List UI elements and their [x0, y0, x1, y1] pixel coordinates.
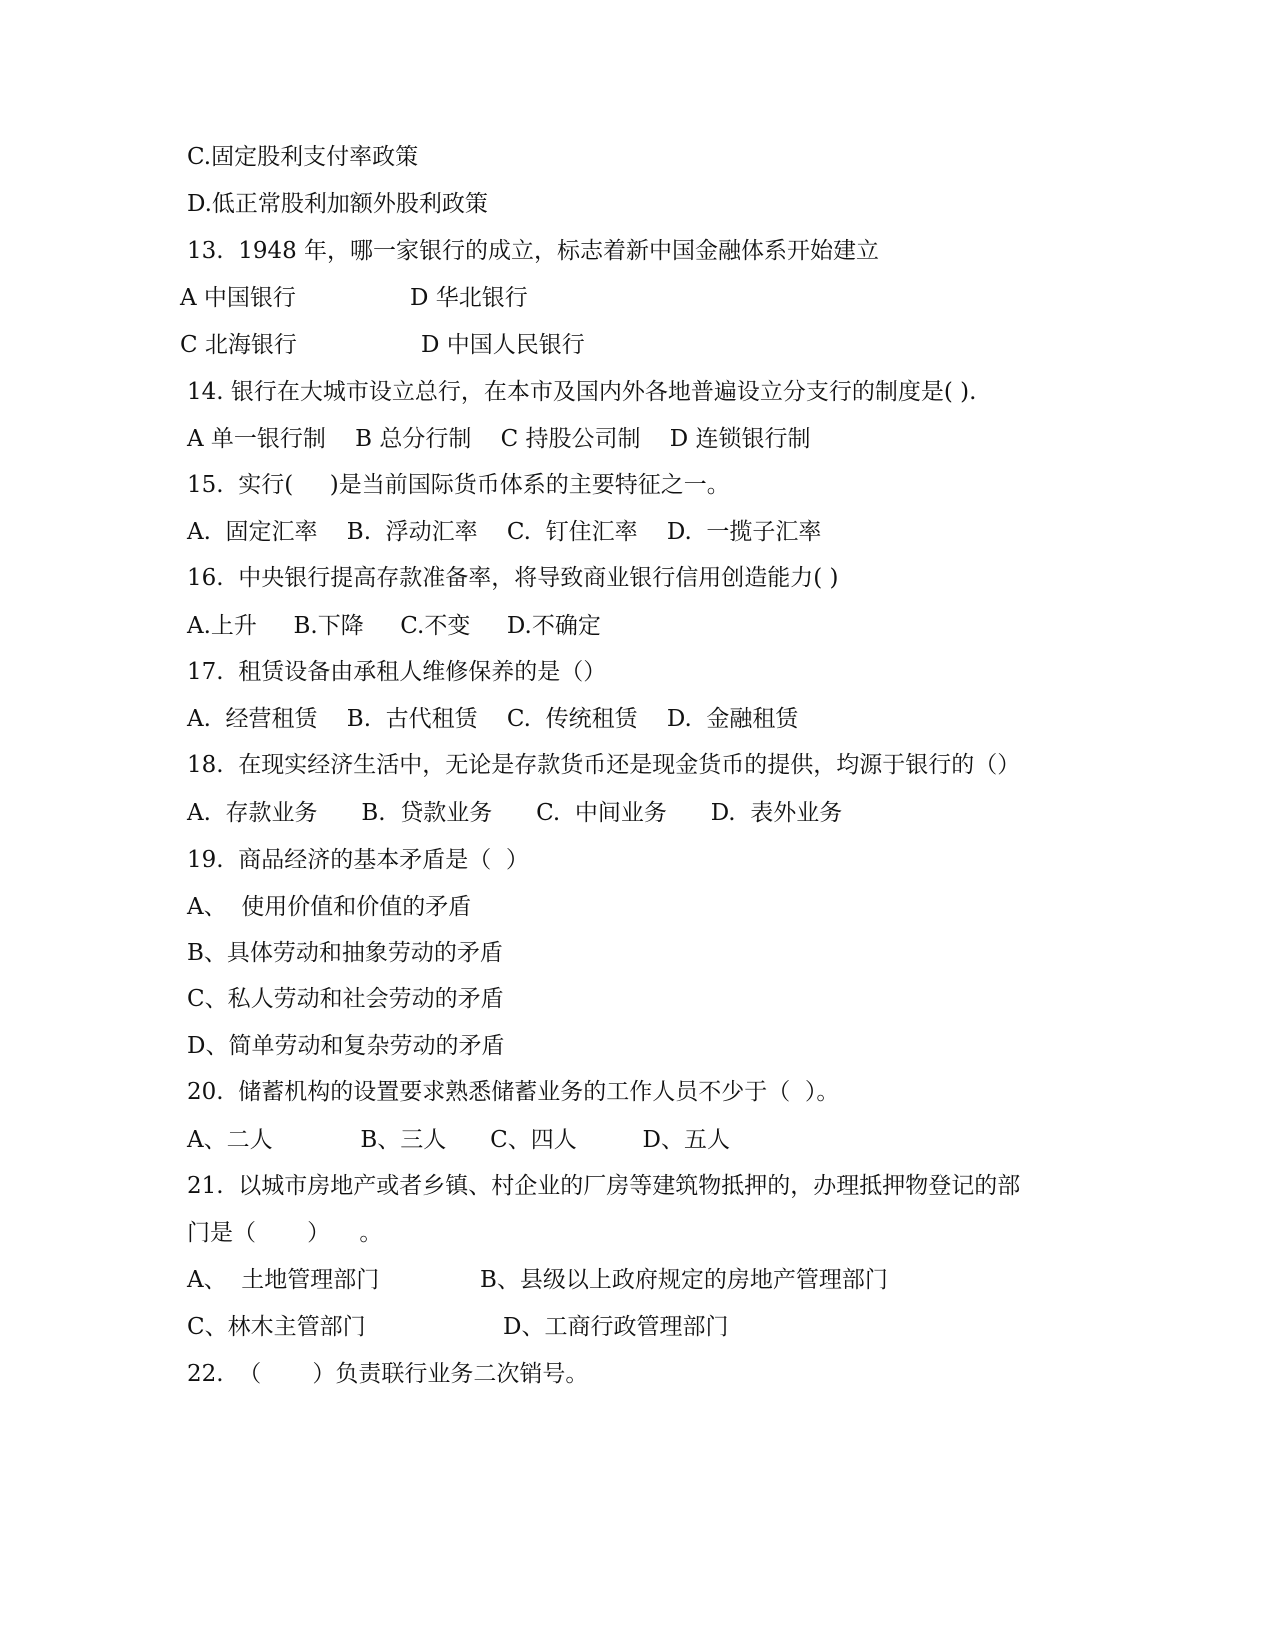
q13-option-c: C 北海银行 — [180, 332, 297, 358]
question-13: 13. 1948 年，哪一家银行的成立，标志着新中国金融体系开始建立 — [187, 238, 880, 264]
question-15: 15. 实行( )是当前国际货币体系的主要特征之一。 — [187, 472, 730, 498]
q21-option-a: A、 土地管理部门 — [187, 1267, 380, 1293]
q13-option-d1: D 华北银行 — [410, 285, 528, 311]
question-14: 14. 银行在大城市设立总行，在本市及国内外各地普遍设立分支行的制度是( ). — [187, 379, 977, 405]
question-18: 18. 在现实经济生活中，无论是存款货币还是现金货币的提供，均源于银行的（） — [187, 752, 1021, 778]
q18-options: A. 存款业务 B. 贷款业务 C. 中间业务 D. 表外业务 — [187, 800, 843, 826]
q19-option-a: A、 使用价值和价值的矛盾 — [187, 894, 472, 920]
q14-options: A 单一银行制 B 总分行制 C 持股公司制 D 连锁银行制 — [187, 426, 811, 452]
q19-option-b: B、具体劳动和抽象劳动的矛盾 — [187, 940, 503, 966]
q17-options: A. 经营租赁 B. 古代租赁 C. 传统租赁 D. 金融租赁 — [187, 706, 799, 732]
q19-option-d: D、简单劳动和复杂劳动的矛盾 — [187, 1033, 505, 1059]
question-21-line-1: 21. 以城市房地产或者乡镇、村企业的厂房等建筑物抵押的，办理抵押物登记的部 — [187, 1173, 1021, 1199]
question-21-line-2: 门是（ ） 。 — [187, 1220, 383, 1246]
q16-options: A.上升 B.下降 C.不变 D.不确定 — [187, 613, 601, 639]
question-19: 19. 商品经济的基本矛盾是（ ） — [187, 847, 529, 873]
q13-option-a: A 中国银行 — [180, 285, 296, 311]
question-22: 22. （ ）负责联行业务二次销号。 — [187, 1361, 589, 1387]
q13-option-d2: D 中国人民银行 — [421, 332, 585, 358]
question-20: 20. 储蓄机构的设置要求熟悉储蓄业务的工作人员不少于（ ）。 — [187, 1079, 840, 1105]
option-d-low-regular-dividend: D.低正常股利加额外股利政策 — [187, 191, 488, 217]
q20-options: A、二人 B、三人 C、四人 D、五人 — [187, 1127, 730, 1153]
q21-option-b: B、县级以上政府规定的房地产管理部门 — [480, 1267, 888, 1293]
question-16: 16. 中央银行提高存款准备率，将导致商业银行信用创造能力( ) — [187, 565, 839, 591]
q21-option-c: C、林木主管部门 — [187, 1314, 366, 1340]
q21-option-d: D、工商行政管理部门 — [503, 1314, 729, 1340]
q15-options: A. 固定汇率 B. 浮动汇率 C. 钉住汇率 D. 一揽子汇率 — [187, 519, 822, 545]
q19-option-c: C、私人劳动和社会劳动的矛盾 — [187, 986, 504, 1012]
question-17: 17. 租赁设备由承租人维修保养的是（） — [187, 659, 607, 685]
option-c-fixed-payout: C.固定股利支付率政策 — [187, 144, 419, 170]
